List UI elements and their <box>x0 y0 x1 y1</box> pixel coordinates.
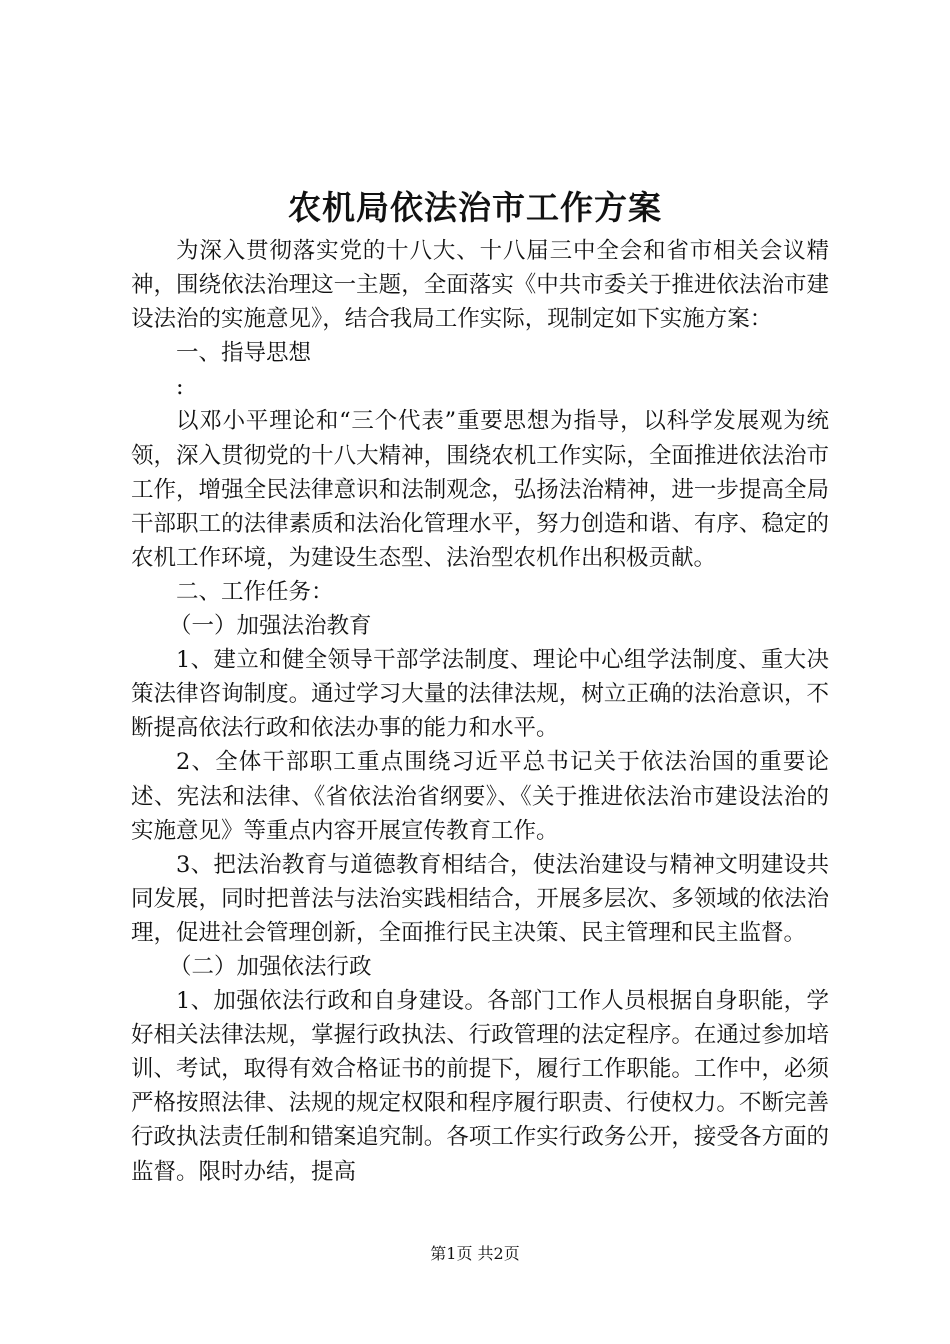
guiding-ideology-paragraph: 以邓小平理论和“三个代表”重要思想为指导，以科学发展观为统领，深入贯彻党的十八大精神，围绕农机工作实际，全面推进依法治市工作，增强全民法律意识和法制观念，弘扬法治精神，进一步提高全局干部职工的法律素质和法治化管理水平，努力创造和谐、有序、稳定的农机工作环境，为建设生态型、法治型农机作出积极贡献。 <box>131 408 829 571</box>
document-title: 农机局依法治市工作方案 <box>288 188 662 227</box>
administration-item-1: 1、加强依法行政和自身建设。各部门工作人员根据自身职能，学好相关法律法规，掌握行政执法、行政管理的法定程序。在通过参加培训、考试，取得有效合格证书的前提下，履行工作职能。工作中，必须严格按照法律、法规的规定权限和程序履行职责、行使权力。不断完善行政执法责任制和错案追究制。各项工作实行政务公开，接受各方面的监督。限时办结，提高 <box>131 988 829 1185</box>
document-body <box>131 234 829 1189</box>
section-heading-work-tasks: 二、工作任务： <box>176 578 334 605</box>
legal-education-item-2: 2、全体干部职工重点围绕习近平总书记关于依法治国的重要论述、宪法和法律、《省依法治省纲要》、《关于推进依法治市建设法治的实施意见》等重点内容开展宣传教育工作。 <box>131 749 829 844</box>
section-heading-guiding-ideology: 一、指导思想 <box>176 340 312 367</box>
subsection-heading-administration-by-law: （二）加强依法行政 <box>169 953 372 980</box>
colon-line: : <box>176 374 184 401</box>
subsection-heading-legal-education: （一）加强法治教育 <box>169 613 372 640</box>
intro-paragraph: 为深入贯彻落实党的十八大、十八届三中全会和省市相关会议精神，围绕依法治理这一主题，全面落实《中共市委关于推进依法治市建设法治的实施意见》，结合我局工作实际，现制定如下实施方案： <box>131 238 829 333</box>
page-footer: 第1页 共2页 <box>430 1244 520 1263</box>
legal-education-item-1: 1、建立和健全领导干部学法制度、理论中心组学法制度、重大决策法律咨询制度。通过学习大量的法律法规，树立正确的法治意识，不断提高依法行政和依法办事的能力和水平。 <box>131 647 829 742</box>
legal-education-item-3: 3、把法治教育与道德教育相结合，使法治建设与精神文明建设共同发展，同时把普法与法治实践相结合，开展多层次、多领域的依法治理，促进社会管理创新，全面推行民主决策、民主管理和民主监督。 <box>131 851 829 946</box>
